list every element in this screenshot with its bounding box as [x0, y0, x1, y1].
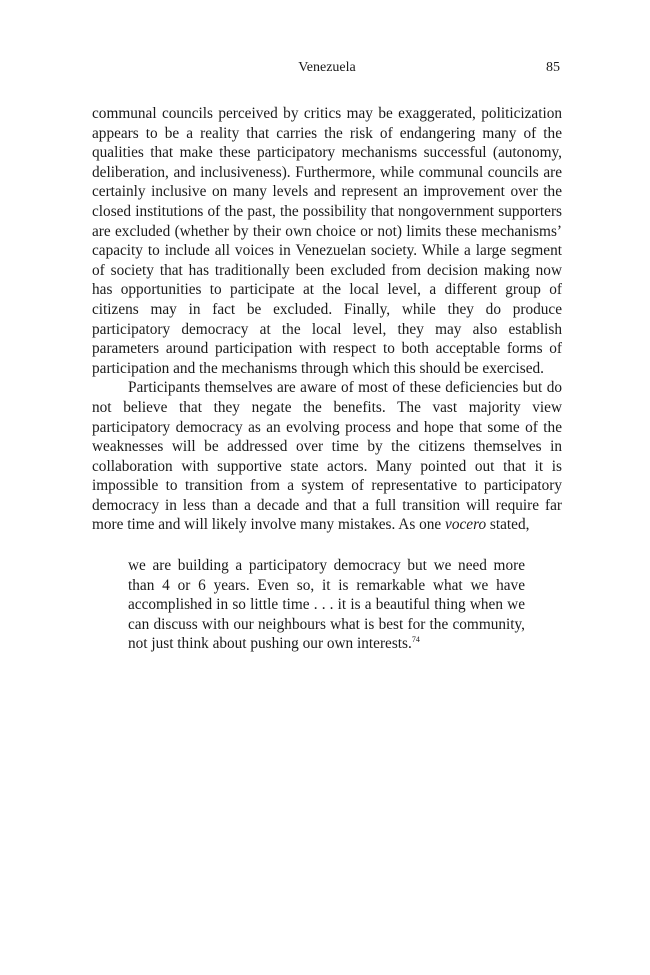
footnote-marker[interactable]: 74 — [411, 635, 420, 645]
paragraph-1: communal councils perceived by critics may be exaggerated, politicization appears to be a reality that carries the risk of endangering many of the qualities that make these participatory mechanisms successful (autonomy, deliberation, and inclusiveness). Furthermore, while communal councils are certainly inclusive on many levels and represent an improvement over the closed institutions of the past, the possibility that nongovernment supporters are excluded (whether by their own choice or not) limits these mechanisms’ capacity to include all voices in Venezuelan society. While a large segment of society that has traditionally been excluded from decision making now has opportunities to participate at the local level, a different group of citizens may in fact be excluded. Finally, while they do produce participatory democracy at the local level, they may also establish parameters around participation with respect to both acceptable forms of participation and the mechanisms through which this should be exercised. — [92, 105, 562, 377]
body-text — [92, 104, 562, 535]
page-number: 85 — [546, 60, 560, 75]
running-header — [92, 60, 562, 80]
italic-term-vocero: vocero — [445, 516, 487, 534]
paragraph-2 — [92, 378, 562, 535]
paragraph-2-ending: stated, — [486, 516, 530, 534]
quote-text: we are building a participatory democracy but we need more than 4 or 6 years. Even so, it is remarkable what we have accomplished in so little time . . . it is a beautiful thing when we can discuss with our neighbours what is best for the community, not just think about pushing our own interests. — [128, 557, 525, 653]
paragraph-2-text: Participants themselves are aware of most of these deficiencies but do not believe that they negate the benefits. The vast majority view participatory democracy as an evolving process and hope that some of the weaknesses will be addressed over time by the citizens themselves in collaboration with supportive state actors. Many pointed out that it is impossible to transition from a system of representative to participatory democracy in less than a decade and that a full transition will require far more time and will likely involve many mistakes. As one — [92, 379, 562, 534]
quote-paragraph — [128, 556, 525, 654]
running-title: Venezuela — [298, 60, 356, 75]
block-quote — [128, 556, 525, 654]
